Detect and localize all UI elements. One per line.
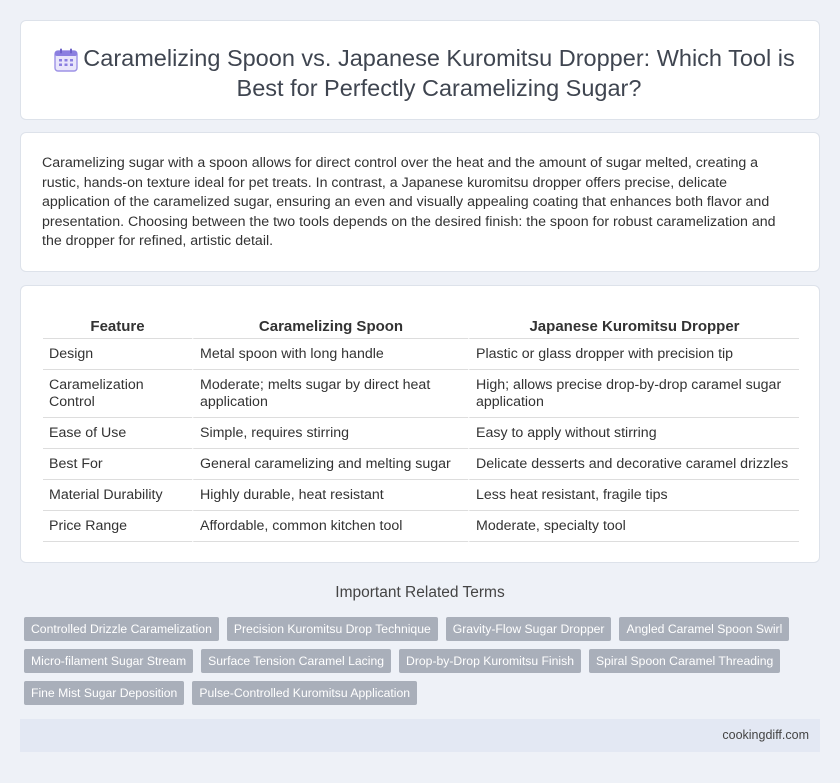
related-term-tag[interactable]: Gravity-Flow Sugar Dropper <box>446 617 612 641</box>
spoon-cell: Simple, requires stirring <box>192 418 468 449</box>
related-term-tag[interactable]: Pulse-Controlled Kuromitsu Application <box>192 681 417 705</box>
related-term-tag[interactable]: Drop-by-Drop Kuromitsu Finish <box>399 649 581 673</box>
comparison-card <box>20 285 820 563</box>
spoon-cell: General caramelizing and melting sugar <box>192 449 468 480</box>
feature-cell: Material Durability <box>43 480 192 511</box>
feature-cell: Price Range <box>43 511 192 542</box>
related-term-tag[interactable]: Fine Mist Sugar Deposition <box>24 681 184 705</box>
header-card <box>20 20 820 120</box>
spoon-cell: Highly durable, heat resistant <box>192 480 468 511</box>
footer-site-link[interactable]: cookingdiff.com <box>722 728 809 742</box>
header-spoon: Caramelizing Spoon <box>192 316 468 339</box>
dropper-cell: Easy to apply without stirring <box>468 418 799 449</box>
feature-cell: Best For <box>43 449 192 480</box>
intro-paragraph: Caramelizing sugar with a spoon allows for direct control over the heat and the amount of sugar melted, creating a rustic, hands-on texture ideal for pet treats. In contrast, a Japanese kuromitsu dropper offers precise, delicate application of the caramelized sugar, ensuring an even and visually appealing coating that enhances both flavor and presentation. Choosing between the two tools depends on the desired finish: the spoon for robust caramelization and the dropper for refined, artistic detail. <box>42 155 776 250</box>
intro-card <box>20 132 820 272</box>
dropper-cell: Moderate, specialty tool <box>468 511 799 542</box>
table-header-row <box>43 316 799 339</box>
dropper-cell: Delicate desserts and decorative caramel drizzles <box>468 449 799 480</box>
dropper-cell: Plastic or glass dropper with precision tip <box>468 339 799 370</box>
feature-cell: Caramelization Control <box>43 370 192 418</box>
related-term-tag[interactable]: Surface Tension Caramel Lacing <box>201 649 391 673</box>
table-row <box>43 339 799 370</box>
comparison-table <box>43 316 799 542</box>
feature-cell: Design <box>43 339 192 370</box>
table-row <box>43 449 799 480</box>
related-term-tag[interactable]: Angled Caramel Spoon Swirl <box>619 617 789 641</box>
related-terms-heading: Important Related Terms <box>335 584 505 601</box>
table-row <box>43 480 799 511</box>
related-term-tag[interactable]: Precision Kuromitsu Drop Technique <box>227 617 438 641</box>
table-row <box>43 418 799 449</box>
related-term-tag[interactable]: Controlled Drizzle Caramelization <box>24 617 219 641</box>
dropper-cell: High; allows precise drop-by-drop caramel sugar application <box>468 370 799 418</box>
related-term-tag[interactable]: Spiral Spoon Caramel Threading <box>589 649 780 673</box>
related-term-tag[interactable]: Micro-filament Sugar Stream <box>24 649 193 673</box>
dropper-cell: Less heat resistant, fragile tips <box>468 480 799 511</box>
table-row <box>43 511 799 542</box>
spoon-cell: Metal spoon with long handle <box>192 339 468 370</box>
header-feature: Feature <box>43 316 192 339</box>
footer <box>20 719 820 752</box>
table-row <box>43 370 799 418</box>
header-dropper: Japanese Kuromitsu Dropper <box>468 316 799 339</box>
calendar-icon <box>53 47 79 73</box>
spoon-cell: Moderate; melts sugar by direct heat application <box>192 370 468 418</box>
related-terms-list <box>24 617 804 705</box>
feature-cell: Ease of Use <box>43 418 192 449</box>
page-title: Caramelizing Spoon vs. Japanese Kuromitsu Dropper: Which Tool is Best for Perfectly Caramelizing Sugar? <box>83 45 795 101</box>
spoon-cell: Affordable, common kitchen tool <box>192 511 468 542</box>
